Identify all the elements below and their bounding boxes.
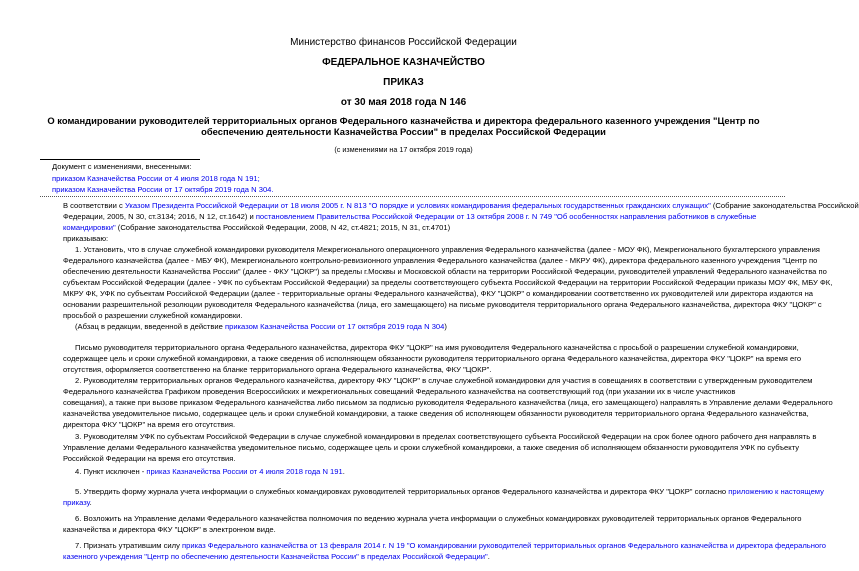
item1-line7: просьбой о разрешении служебной командировки. bbox=[63, 311, 243, 320]
amendment-link-304[interactable]: приказом Казначейства России от 17 октября 2019 года N 304. bbox=[52, 185, 274, 194]
item3-line2: Управление делами Федерального казначейства уведомительное письмо, содержащее цель и сроки служебной командировки, а также сведения об исполняющем обязанности руководителя УФК по субъекту bbox=[63, 443, 800, 452]
order-304-link[interactable]: приказом Казначейства России от 17 октября 2019 года N 304 bbox=[224, 322, 445, 331]
document-title-line2: обеспечению деятельности Казначейства России" в пределах Российской Федерации bbox=[201, 126, 606, 137]
letter-para-line1: Письмо руководителя территориального органа Федерального казначейства, директора ФКУ "ЦОКР" на имя руководителя Федерального казначейства с просьбой о разрешении служебной командировки, bbox=[75, 343, 799, 352]
document-title-line1: О командировании руководителей территориальных органов Федерального казначейства и директора федерального казенного учреждения "Центр по bbox=[47, 115, 760, 126]
document-type: ПРИКАЗ bbox=[383, 77, 424, 88]
item1-line2: Федерального казначейства (далее - МБУ ФК), Межрегионального контрольно-ревизионного управления Федерального казначейства (далее - МКРУ ФК), директора федерального казенного учреждения "Центр по bbox=[63, 256, 818, 265]
item7-line2: казенного учреждения "Центр по обеспечению деятельности Казначейства России" в пределах Российской Федерации". bbox=[63, 552, 490, 561]
item2-line2: Федерального казначейства Графиком проведения Всероссийских и межрегиональных совещаний Федерального казначейства на соответствующий год (при указании их в числе участников bbox=[63, 387, 736, 396]
resolution-749-link[interactable]: постановлением Правительства Российской Федерации от 13 октября 2008 г. N 749 "Об особенностях направления работников в служебные bbox=[255, 212, 757, 221]
preamble-line3: командировки" (Собрание законодательства Российской Федерации, 2008, N 42, ст.4821; 2015, N 31, ст.4701) bbox=[63, 223, 451, 232]
item5-line1: 5. Утвердить форму журнала учета информации о служебных командировках руководителей территориальных органов Федерального казначейства и директора ФКУ "ЦОКР" согласно приложению к настоящему bbox=[75, 487, 824, 496]
resolution-749-link-cont[interactable]: командировки" bbox=[63, 223, 116, 232]
order-19-link-cont[interactable]: казенного учреждения "Центр по обеспечению деятельности Казначейства России" в пределах Российской Федерации" bbox=[63, 552, 488, 561]
item1-amendment-note: (Абзац в редакции, введенной в действие приказом Казначейства России от 17 октября 2019 года N 304) bbox=[75, 322, 447, 331]
item3-line1: 3. Руководителям УФК по субъектам Российской Федерации в случае служебной командировки в пределах соответствующего субъекта Российской Федерации на срок более одного рабочего дня направлять в bbox=[75, 432, 817, 441]
item6-line2: казначейства и директора ФКУ "ЦОКР" в электронном виде. bbox=[63, 525, 276, 534]
item1-line3: обеспечению деятельности Казначейства России" (далее - ФКУ "ЦОКР") за пределы г.Москвы и Московской области на территории Российской Федерации, руководителей управлений Федерального казначейства по bbox=[63, 267, 827, 276]
order-19-link[interactable]: приказ Федерального казначейства от 13 февраля 2014 г. N 19 "О командировании руководителей территориальных органов Федерального казначейства и директора федерального bbox=[182, 541, 826, 550]
item1-line4: субъектам Российской Федерации (далее - УФК по субъектам Российской Федерации) за пределы соответствующего субъекта Российской Федерации на территории Российской Федерации приказы МОУ ФК, МБУ ФК, bbox=[63, 278, 833, 287]
item2-line1: 2. Руководителям территориальных органов Федерального казначейства, директору ФКУ "ЦОКР" в случае служебной командировки для участия в совещаниях в соответствии с утвержденным руководителем bbox=[75, 376, 813, 385]
appendix-link-cont[interactable]: приказу bbox=[63, 498, 90, 507]
preamble-line1: В соответствии с Указом Президента Российской Федерации от 18 июля 2005 г. N 813 "О порядке и условиях командирования федеральных государственных гражданских служащих" (Собрание законодательства Российской bbox=[63, 201, 859, 210]
item2-line3: совещания), а также при вызове приказом Федерального казначейства либо письмом за подписью руководителя Федерального казначейства (лица, его замещающего) направлять в Управление делами Федерального bbox=[63, 398, 833, 407]
item3-line3: Российской Федерации на время его отсутствия. bbox=[63, 454, 236, 463]
appendix-link[interactable]: приложению к настоящему bbox=[728, 487, 824, 496]
item5-line2: приказу. bbox=[63, 498, 92, 507]
item7-line1: 7. Признать утратившим силу приказ Федерального казначейства от 13 февраля 2014 г. N 19 "О командировании руководителей территориальных органов Федерального казначейства и директора федерального bbox=[75, 541, 826, 550]
item4: 4. Пункт исключен - приказ Казначейства России от 4 июля 2018 года N 191. bbox=[75, 467, 345, 476]
preamble-line2: Федерации, 2005, N 30, ст.3134; 2016, N 12, ст.1642) и постановлением Правительства Российской Федерации от 13 октября 2008 г. N 749 "Об особенностях направления работников в служебные bbox=[63, 212, 757, 221]
order-191-link[interactable]: приказ Казначейства России от 4 июля 2018 года N 191 bbox=[146, 467, 343, 476]
amendments-bottom-rule bbox=[40, 196, 785, 197]
amendments-top-rule bbox=[40, 159, 200, 160]
amendments-intro: Документ с изменениями, внесенными: bbox=[52, 162, 192, 171]
preamble-order-word: приказываю: bbox=[63, 234, 109, 243]
item1-line1: 1. Установить, что в случае служебной командировки руководителя Межрегионального операционного управления Федерального казначейства (далее - МОУ ФК), Межрегионального бухгалтерского управления bbox=[75, 245, 820, 254]
document-date-number: от 30 мая 2018 года N 146 bbox=[340, 97, 467, 108]
ministry-name: Министерство финансов Российской Федерации bbox=[290, 37, 517, 48]
decree-813-link[interactable]: Указом Президента Российской Федерации от 18 июля 2005 г. N 813 "О порядке и условиях командирования федеральных государственных гражданских служащих" bbox=[124, 201, 711, 210]
item1-line5: МКРУ ФК, УФК по субъектам Российской Федерации (далее - территориальные органы Федерального казначейства), ФКУ "ЦОКР" о командировании соответственно их руководителей или директора издаются на bbox=[63, 289, 813, 298]
amendment-link-191[interactable]: приказом Казначейства России от 4 июля 2018 года N 191; bbox=[52, 174, 260, 183]
letter-para-line2: содержащее цель и сроки служебной командировки, а также сведения об исполняющем обязанности руководителя территориального органа Федерального казначейства, директора ФКУ "ЦОКР" на время его bbox=[63, 354, 802, 363]
agency-name: ФЕДЕРАЛЬНОЕ КАЗНАЧЕЙСТВО bbox=[322, 57, 485, 68]
letter-para-line3: отсутствия, оформляется соответственно на бланке территориального органа Федерального казначейства, ФКУ "ЦОКР". bbox=[63, 365, 492, 374]
changes-note: (с изменениями на 17 октября 2019 года) bbox=[334, 145, 473, 154]
item6-line1: 6. Возложить на Управление делами Федерального казначейства полномочия по ведению журнала учета информации о служебных командировках руководителей территориальных органов Федерального bbox=[75, 514, 802, 523]
item2-line4: казначейства уведомительное письмо, содержащее цель и сроки служебной командировки, а также сведения об исполняющем обязанности руководителя территориального органа Федерального казначейства, bbox=[63, 409, 809, 418]
item2-line5: директора ФКУ "ЦОКР" на время его отсутствия. bbox=[63, 420, 236, 429]
item1-line6: основании разрешительной резолюции руководителя Федерального казначейства (лица, его замещающего) на письме руководителя территориального органа Федерального казначейства, директора ФКУ "ЦОКР" с bbox=[63, 300, 822, 309]
